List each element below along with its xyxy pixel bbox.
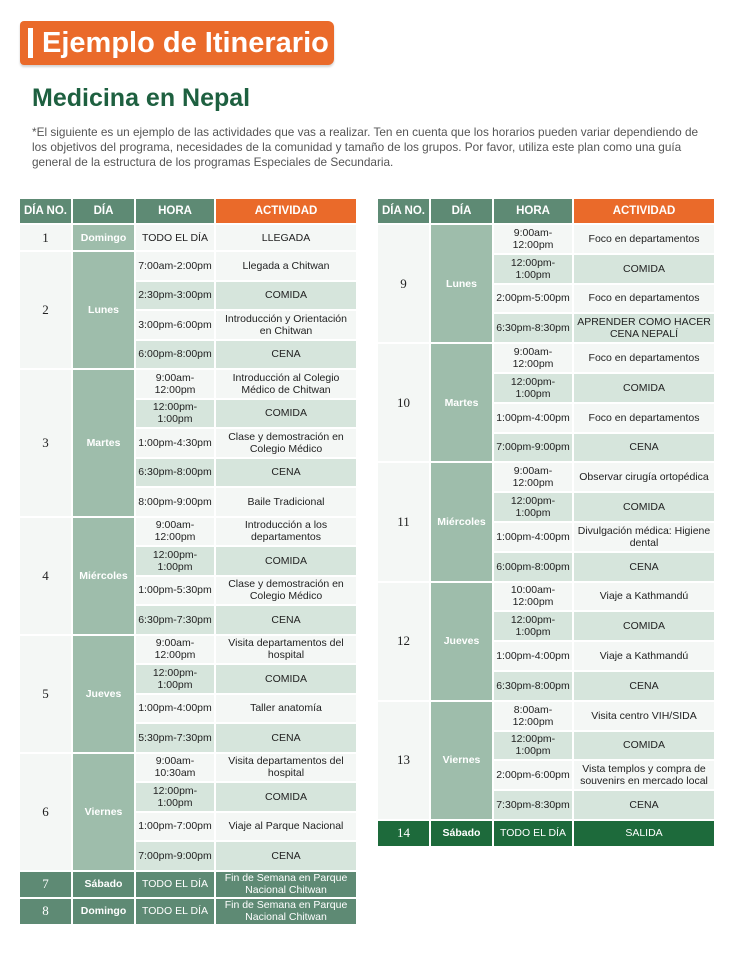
day-name-cell: Jueves (431, 583, 492, 700)
activity-cell: LLEGADA (216, 225, 356, 250)
time-cell: 9:00am-12:00pm (136, 636, 214, 664)
program-subtitle: Medicina en Nepal (32, 84, 251, 112)
time-cell: 5:30pm-7:30pm (136, 724, 214, 752)
day-number-cell: 8 (20, 899, 71, 924)
time-cell: 7:00am-2:00pm (136, 252, 214, 280)
time-cell: 2:00pm-5:00pm (494, 285, 572, 313)
time-cell: 9:00am-12:00pm (136, 370, 214, 398)
activity-cell: COMIDA (574, 493, 714, 521)
activity-cell: CENA (216, 341, 356, 369)
activity-cell: CENA (574, 791, 714, 819)
time-cell: 12:00pm-1:00pm (494, 612, 572, 640)
activity-cell: Clase y demostración en Colegio Médico (216, 429, 356, 457)
time-cell: 7:00pm-9:00pm (136, 842, 214, 870)
day-number-cell: 6 (20, 754, 71, 870)
time-cell: 1:00pm-5:30pm (136, 577, 214, 605)
page-title: Ejemplo de Itinerario (42, 27, 329, 59)
activity-cell: Viaje a Kathmandú (574, 642, 714, 670)
time-cell: TODO EL DÍA (494, 821, 572, 846)
day-name-cell: Domingo (73, 899, 134, 924)
itinerary-row (378, 463, 714, 491)
itinerary-row (20, 252, 356, 280)
activity-cell: Fin de Semana en Parque Nacional Chitwan (216, 899, 356, 924)
time-cell: 9:00am-12:00pm (494, 344, 572, 372)
itinerary-row (20, 518, 356, 546)
header-day-number: DÍA NO. (378, 199, 429, 223)
day-number-cell: 9 (378, 225, 429, 342)
day-name-cell: Jueves (73, 636, 134, 752)
banner-accent-bar (28, 28, 33, 58)
time-cell: 12:00pm-1:00pm (136, 665, 214, 693)
activity-cell: COMIDA (216, 282, 356, 310)
activity-cell: COMIDA (574, 732, 714, 760)
itinerary-row (20, 370, 356, 398)
itinerary-row (20, 872, 356, 897)
time-cell: 7:00pm-9:00pm (494, 434, 572, 462)
itinerary-row (20, 899, 356, 924)
time-cell: 1:00pm-4:00pm (494, 404, 572, 432)
time-cell: 10:00am-12:00pm (494, 583, 572, 611)
activity-cell: Llegada a Chitwan (216, 252, 356, 280)
activity-cell: CENA (216, 606, 356, 634)
itinerary-row (20, 754, 356, 782)
time-cell: 9:00am-12:00pm (494, 225, 572, 253)
time-cell: 12:00pm-1:00pm (494, 493, 572, 521)
time-cell: 1:00pm-4:00pm (494, 523, 572, 551)
activity-cell: Divulgación médica: Higiene dental (574, 523, 714, 551)
activity-cell: Visita departamentos del hospital (216, 754, 356, 782)
itinerary-row (378, 821, 714, 846)
day-number-cell: 12 (378, 583, 429, 700)
activity-cell: COMIDA (216, 665, 356, 693)
time-cell: 9:00am-12:00pm (136, 518, 214, 546)
activity-cell: Visita centro VIH/SIDA (574, 702, 714, 730)
header-day-number: DÍA NO. (20, 199, 71, 223)
time-cell: 12:00pm-1:00pm (136, 547, 214, 575)
day-name-cell: Miércoles (73, 518, 134, 634)
day-number-cell: 1 (20, 225, 71, 250)
day-number-cell: 13 (378, 702, 429, 819)
activity-cell: Vista templos y compra de souvenirs en mercado local (574, 761, 714, 789)
time-cell: 6:30pm-8:00pm (494, 672, 572, 700)
time-cell: 9:00am-10:30am (136, 754, 214, 782)
time-cell: TODO EL DÍA (136, 872, 214, 897)
time-cell: 9:00am-12:00pm (494, 463, 572, 491)
day-name-cell: Martes (73, 370, 134, 516)
day-number-cell: 3 (20, 370, 71, 516)
activity-cell: COMIDA (216, 400, 356, 428)
day-name-cell: Viernes (431, 702, 492, 819)
header-day: DÍA (431, 199, 492, 223)
time-cell: TODO EL DÍA (136, 225, 214, 250)
activity-cell: Foco en departamentos (574, 285, 714, 313)
day-name-cell: Martes (431, 344, 492, 461)
activity-cell: Baile Tradicional (216, 488, 356, 516)
activity-cell: COMIDA (574, 374, 714, 402)
time-cell: 8:00am-12:00pm (494, 702, 572, 730)
time-cell: 2:00pm-6:00pm (494, 761, 572, 789)
day-number-cell: 10 (378, 344, 429, 461)
header-day: DÍA (73, 199, 134, 223)
activity-cell: SALIDA (574, 821, 714, 846)
header-activity: ACTIVIDAD (574, 199, 714, 223)
activity-cell: Introducción y Orientación en Chitwan (216, 311, 356, 339)
time-cell: 2:30pm-3:00pm (136, 282, 214, 310)
time-cell: 1:00pm-4:30pm (136, 429, 214, 457)
header-time: HORA (136, 199, 214, 223)
activity-cell: Introducción a los departamentos (216, 518, 356, 546)
time-cell: 3:00pm-6:00pm (136, 311, 214, 339)
activity-cell: CENA (574, 553, 714, 581)
activity-cell: COMIDA (216, 783, 356, 811)
itinerary-table-right (376, 197, 716, 848)
header-activity: ACTIVIDAD (216, 199, 356, 223)
day-number-cell: 7 (20, 872, 71, 897)
activity-cell: Observar cirugía ortopédica (574, 463, 714, 491)
time-cell: 1:00pm-4:00pm (136, 695, 214, 723)
activity-cell: COMIDA (574, 612, 714, 640)
day-number-cell: 11 (378, 463, 429, 580)
time-cell: 12:00pm-1:00pm (136, 400, 214, 428)
day-number-cell: 2 (20, 252, 71, 368)
activity-cell: COMIDA (216, 547, 356, 575)
activity-cell: Fin de Semana en Parque Nacional Chitwan (216, 872, 356, 897)
time-cell: 1:00pm-7:00pm (136, 813, 214, 841)
activity-cell: Viaje a Kathmandú (574, 583, 714, 611)
itinerary-row (20, 636, 356, 664)
day-name-cell: Sábado (431, 821, 492, 846)
activity-cell: Introducción al Colegio Médico de Chitwan (216, 370, 356, 398)
activity-cell: APRENDER COMO HACER CENA NEPALÍ (574, 314, 714, 342)
activity-cell: Foco en departamentos (574, 404, 714, 432)
header-time: HORA (494, 199, 572, 223)
time-cell: 6:30pm-7:30pm (136, 606, 214, 634)
intro-note: *El siguiente es un ejemplo de las actividades que vas a realizar. Ten en cuenta que los horarios pueden variar dependiendo de los objetivos del programa, necesidades de la comunidad y tamaño de los grupos. Por favor, utiliza este plan como una guía general de la estructura de los programas Especiales de Secundaria. (32, 125, 699, 169)
day-name-cell: Lunes (431, 225, 492, 342)
activity-cell: Visita departamentos del hospital (216, 636, 356, 664)
activity-cell: Taller anatomía (216, 695, 356, 723)
time-cell: 12:00pm-1:00pm (494, 374, 572, 402)
activity-cell: Foco en departamentos (574, 225, 714, 253)
activity-cell: COMIDA (574, 255, 714, 283)
activity-cell: CENA (574, 672, 714, 700)
itinerary-row (378, 702, 714, 730)
time-cell: 12:00pm-1:00pm (136, 783, 214, 811)
itinerary-row (378, 344, 714, 372)
day-name-cell: Sábado (73, 872, 134, 897)
itinerary-row (378, 583, 714, 611)
time-cell: 6:00pm-8:00pm (136, 341, 214, 369)
time-cell: 12:00pm-1:00pm (494, 255, 572, 283)
time-cell: 6:30pm-8:00pm (136, 459, 214, 487)
day-name-cell: Viernes (73, 754, 134, 870)
itinerary-row (378, 225, 714, 253)
time-cell: 7:30pm-8:30pm (494, 791, 572, 819)
time-cell: 12:00pm-1:00pm (494, 732, 572, 760)
day-name-cell: Miércoles (431, 463, 492, 580)
time-cell: 6:00pm-8:00pm (494, 553, 572, 581)
time-cell: 1:00pm-4:00pm (494, 642, 572, 670)
day-number-cell: 4 (20, 518, 71, 634)
day-number-cell: 5 (20, 636, 71, 752)
activity-cell: CENA (216, 459, 356, 487)
time-cell: 8:00pm-9:00pm (136, 488, 214, 516)
itinerary-table-left (18, 197, 358, 926)
title-banner (20, 21, 334, 65)
day-name-cell: Lunes (73, 252, 134, 368)
day-name-cell: Domingo (73, 225, 134, 250)
activity-cell: Clase y demostración en Colegio Médico (216, 577, 356, 605)
activity-cell: CENA (574, 434, 714, 462)
activity-cell: CENA (216, 724, 356, 752)
activity-cell: CENA (216, 842, 356, 870)
itinerary-row (20, 225, 356, 250)
day-number-cell: 14 (378, 821, 429, 846)
time-cell: 6:30pm-8:30pm (494, 314, 572, 342)
activity-cell: Foco en departamentos (574, 344, 714, 372)
time-cell: TODO EL DÍA (136, 899, 214, 924)
activity-cell: Viaje al Parque Nacional (216, 813, 356, 841)
